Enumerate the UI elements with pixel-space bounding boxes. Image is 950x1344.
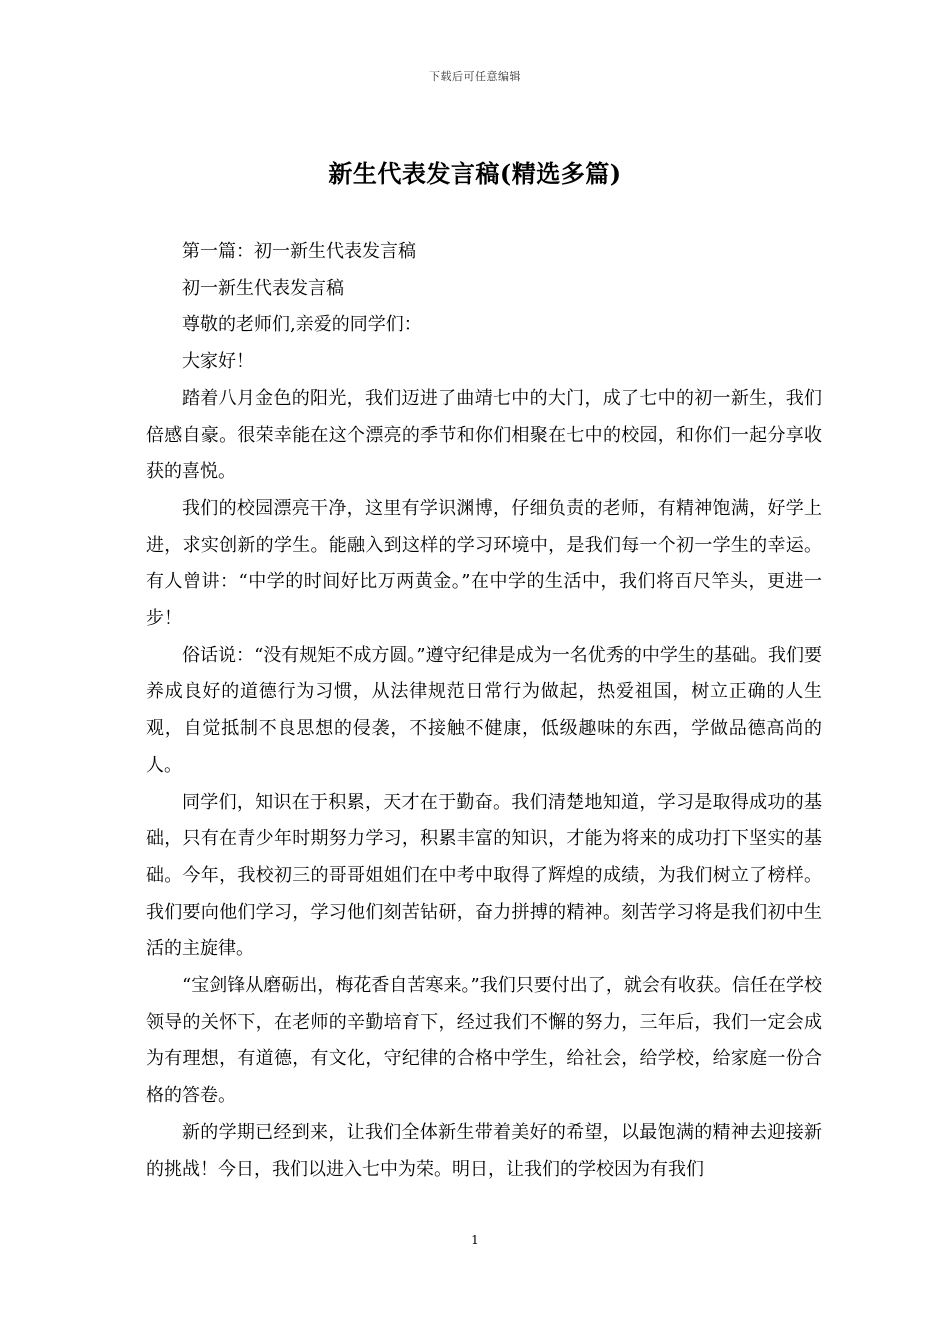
body-paragraph: 俗话说：“没有规矩不成方圆。”遵守纪律是成为一名优秀的中学生的基础。我们要养成良好的道德行为习惯，从法律规范日常行为做起，热爱祖国，树立正确的人生观，自觉抵制不良思想的侵袭，不接触不健康，低级趣味的东西，学做品德高尚的人。 [146,644,822,776]
page-header-note: 下载后可任意编辑 [429,70,521,83]
body-paragraph: “宝剑锋从磨砺出，梅花香自苦寒来。”我们只要付出了，就会有收获。信任在学校领导的关怀下，在老师的辛勤培育下，经过我们不懈的努力，三年后，我们一定会成为有理想，有道德，有文化，守纪律的合格中学生，给社会，给学校，给家庭一份合格的答卷。 [146,975,822,1107]
document-body [146,234,822,1188]
greeting: 大家好！ [182,351,254,373]
document-title: 新生代表发言稿(精选多篇) [328,159,622,188]
body-paragraph: 我们的校园漂亮干净，这里有学识渊博，仔细负责的老师，有精神饱满，好学上进，求实创新的学生。能融入到这样的学习环境中，是我们每一个初一学生的幸运。有人曾讲：“中学的时间好比万两黄金。”在中学的生活中，我们将百尺竿头，更进一步！ [146,497,822,630]
speech-title: 初一新生代表发言稿 [182,277,344,299]
salutation: 尊敬的老师们,亲爱的同学们： [182,314,422,336]
body-paragraph: 同学们，知识在于积累，天才在于勤奋。我们清楚地知道，学习是取得成功的基础，只有在青少年时期努力学习，积累丰富的知识，才能为将来的成功打下坚实的基础。今年，我校初三的哥哥姐姐们在中考中取得了辉煌的成绩，为我们树立了榜样。我们要向他们学习，学习他们刻苦钻研，奋力拼搏的精神。刻苦学习将是我们初中生活的主旋律。 [146,791,822,960]
body-paragraph: 新的学期已经到来，让我们全体新生带着美好的希望，以最饱满的精神去迎接新的挑战！今日，我们以进入七中为荣。明日，让我们的学校因为有我们 [146,1121,822,1180]
body-paragraph: 踏着八月金色的阳光，我们迈进了曲靖七中的大门，成了七中的初一新生，我们倍感自豪。很荣幸能在这个漂亮的季节和你们相聚在七中的校园，和你们一起分享收获的喜悦。 [146,387,822,483]
section-heading: 第一篇：初一新生代表发言稿 [182,241,416,262]
page-number: 1 [471,1233,479,1247]
